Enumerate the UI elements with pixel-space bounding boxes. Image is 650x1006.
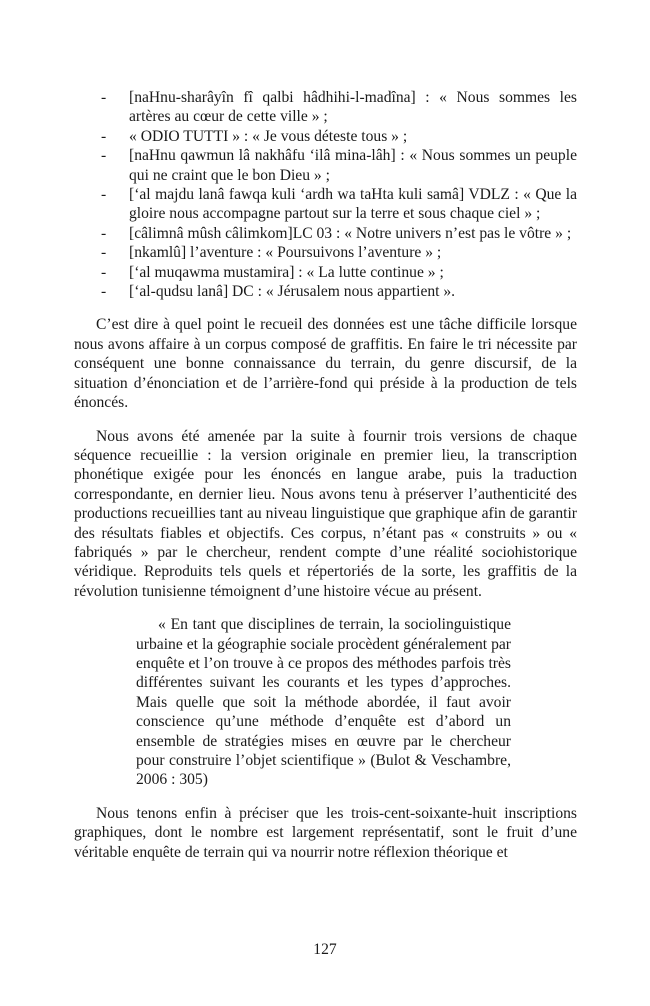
list-item-text: « ODIO TUTTI » : « Je vous déteste tous » ; (129, 127, 408, 145)
page-body (74, 88, 577, 862)
paragraph-survey: Nous tenons enfin à préciser que les trois-cent-soixante-huit inscriptions graphiques, dont le nombre est largement représentatif, sont le fruit d’une véritable enquête de terrain qui va nourrir notre réflexion théorique et (74, 804, 577, 861)
list-item-text: [nkamlû] l’aventure : « Poursuivons l’aventure » ; (129, 244, 442, 262)
bullet-dash: - (101, 244, 107, 262)
list-item (74, 127, 577, 146)
list-item (74, 263, 577, 282)
list-item-text: [‘al-qudsu lanâ] DC : « Jérusalem nous appartient ». (129, 283, 456, 301)
bullet-dash: - (101, 89, 107, 106)
block-quote-text: « En tant que disciplines de terrain, la sociolinguistique urbaine et la géographie sociale procèdent généralement par enquête et l’on trouve à ce propos des méthodes parfois très différentes suivant les courants et les types d’approches. Mais quelle que soit la méthode abordée, il faut avoir conscience qu’une méthode d’enquête est d’abord un ensemble de stratégies mises en œuvre par le chercheur pour construire l’objet scientifique » (Bulot & Veschambre, 2006 : 305) (136, 616, 511, 789)
example-list (74, 88, 577, 301)
list-item (74, 88, 577, 127)
page-number: 127 (313, 941, 337, 958)
list-item-text: [naHnu-sharâyîn fî qalbi hâdhihi-l-madîna] : « Nous sommes les artères au cœur de cette ville » ; (129, 89, 577, 126)
bullet-dash: - (101, 127, 107, 145)
list-item (74, 282, 577, 301)
bullet-dash: - (101, 186, 107, 204)
paragraph-versions: Nous avons été amenée par la suite à fournir trois versions de chaque séquence recueillie : la version originale en premier lieu, la transcription phonétique exigée pour les énoncés en langue arabe, puis la traduction correspondante, en dernier lieu. Nous avons tenu à préserver l’authenticité des productions recueillies tant au niveau linguistique que graphique afin de garantir des résultats fiables et objectifs. Ces corpus, n’étant pas « construits » ou « fabriqués » par le chercheur, rendent compte d’une réalité sociohistorique véridique. Reproduits tels quels et répertoriés de la sorte, les graffitis de la révolution tunisienne témoignent d’une histoire vécue au présent. (74, 427, 577, 600)
list-item (74, 243, 577, 262)
bullet-dash: - (101, 147, 107, 165)
list-item (74, 224, 577, 243)
list-item (74, 185, 577, 224)
list-item-text: [‘al muqawma mustamira] : « La lutte continue » ; (129, 263, 444, 281)
list-item-text: [‘al majdu lanâ fawqa kuli ‘ardh wa taHta kuli samâ] VDLZ : « Que la gloire nous accompagne partout sur la terre et sous chaque ciel » ; (129, 186, 577, 223)
block-quote (136, 615, 511, 790)
bullet-dash: - (101, 224, 107, 242)
bullet-dash: - (101, 283, 107, 301)
bullet-dash: - (101, 263, 107, 281)
paragraph-data-collection: C’est dire à quel point le recueil des données est une tâche difficile lorsque nous avons affaire à un corpus composé de graffitis. En faire le tri nécessite par conséquent une bonne connaissance du terrain, du genre discursif, de la situation d’énonciation et de l’arrière-fond qui préside à la production de tels énoncés. (74, 316, 577, 412)
list-item (74, 146, 577, 185)
list-item-text: [câlimnâ mûsh câlimkom]LC 03 : « Notre univers n’est pas le vôtre » ; (129, 224, 572, 242)
list-item-text: [naHnu qawmun lâ nakhâfu ‘ilâ mina-lâh] : « Nous sommes un peuple qui ne craint que le bon Dieu » ; (129, 147, 577, 184)
